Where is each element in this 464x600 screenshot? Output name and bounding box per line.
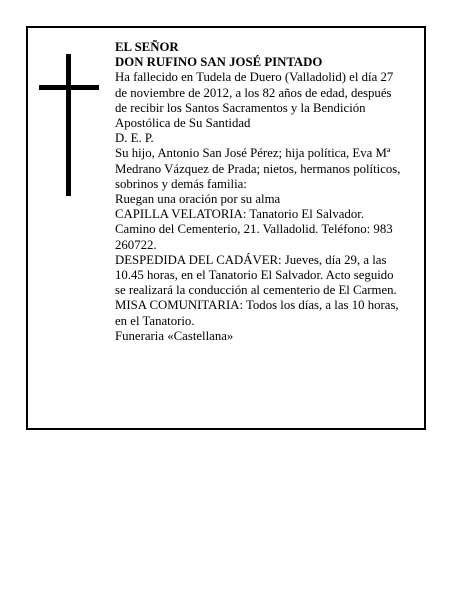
notice-body-line: Apostólica de Su Santidad: [115, 116, 251, 131]
notice-wake-line: CAPILLA VELATORIA: Tanatorio El Salvador.: [115, 207, 364, 222]
notice-text: [115, 40, 425, 344]
notice-body-line: de noviembre de 2012, a los 82 años de edad, después: [115, 85, 392, 100]
notice-wake-line: 260722.: [115, 237, 157, 252]
notice-farewell-line: 10.45 horas, en el Tanatorio El Salvador. Acto seguido: [115, 268, 394, 283]
notice-mass-line: en el Tanatorio.: [115, 313, 195, 328]
notice-body-line: de recibir los Santos Sacramentos y la Bendición: [115, 100, 366, 115]
notice-prayer-line: Ruegan una oración por su alma: [115, 192, 281, 207]
notice-rip-line: D. E. P.: [115, 131, 154, 146]
cross-vertical-bar: [66, 54, 71, 196]
notice-body-line: Ha fallecido en Tudela de Duero (Valladolid) el día 27: [115, 70, 394, 85]
notice-farewell-line: DESPEDIDA DEL CADÁVER: Jueves, día 29, a las: [115, 252, 387, 267]
notice-wake-line: Camino del Cementerio, 21. Valladolid. Teléfono: 983: [115, 222, 393, 237]
notice-family-line: sobrinos y demás familia:: [115, 176, 247, 191]
notice-mass-line: MISA COMUNITARIA: Todos los días, a las 10 horas,: [115, 298, 399, 313]
notice-heading-title: EL SEÑOR: [115, 40, 179, 54]
notice-family-line: Su hijo, Antonio San José Pérez; hija política, Eva Mª: [115, 146, 391, 161]
cross-horizontal-bar: [39, 85, 99, 90]
notice-family-line: Medrano Vázquez de Prada; nietos, hermanos políticos,: [115, 161, 401, 176]
obituary-notice: [26, 26, 426, 430]
notice-farewell-line: se realizará la conducción al cementerio de El Carmen.: [115, 283, 397, 298]
notice-heading-name: DON RUFINO SAN JOSÉ PINTADO: [115, 55, 323, 70]
notice-funeral-home-line: Funeraria «Castellana»: [115, 328, 234, 343]
latin-cross-icon: [39, 54, 99, 196]
